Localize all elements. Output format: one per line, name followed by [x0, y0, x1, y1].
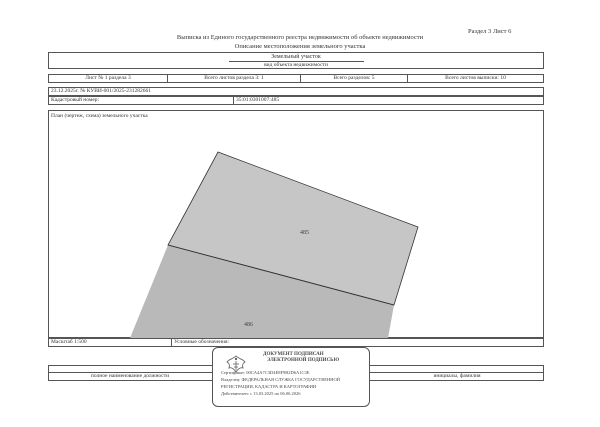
document-title: Выписка из Единого государственного реестра недвижимости об объекте недвижимости: [176, 34, 424, 41]
object-type: Земельный участок: [271, 54, 321, 60]
total-sheets: Всего листов выписки: 10: [407, 74, 544, 83]
position-caption: полное наименование должности: [90, 373, 170, 379]
stamp-title-1: ДОКУМЕНТ ПОДПИСАН: [263, 352, 324, 357]
stamp-title-2: ЭЛЕКТРОННОЙ ПОДПИСЬЮ: [267, 358, 340, 363]
document-number-line: 23.12.2025г. № КУВИ-001/2025-231282661: [48, 87, 544, 96]
object-type-caption: вид объекта недвижимости: [264, 62, 328, 68]
object-type-box: [48, 52, 544, 69]
legend-label: Условные обозначения:: [171, 338, 544, 347]
parcel-486-label: 486: [244, 322, 253, 328]
sheet-number: Лист № 1 раздела 3: [48, 74, 168, 83]
total-sections: Всего разделов: 5: [300, 74, 408, 83]
stamp-validity: Действителен: с 13.03.2025 по 06.06.2026: [221, 391, 301, 396]
section-sheet-label: Раздел 3 Лист 6: [468, 28, 512, 35]
electronic-signature-stamp: [212, 347, 370, 407]
parcel-485-label: 485: [300, 230, 309, 236]
cadastral-number: 35:01:0301007:485: [233, 96, 544, 105]
plan-label: План (чертеж, схема) земельного участка: [51, 113, 148, 119]
emblem-icon: [223, 353, 249, 379]
name-caption: инициалы, фамилия: [433, 373, 481, 379]
stamp-certificate: Сертификат: 00CA4A7C3D4E8F9B2D6A1C3E: [221, 370, 310, 375]
cadastral-label: Кадастровый номер:: [48, 96, 234, 105]
document-subtitle: Описание местоположения земельного участка: [234, 43, 366, 50]
scale-label: Масштаб 1:500: [48, 338, 172, 347]
plan-drawing: [48, 110, 544, 338]
total-sheets-section: Всего листов раздела 3: 1: [167, 74, 301, 83]
stamp-owner-2: РЕГИСТРАЦИИ, КАДАСТРА И КАРТОГРАФИИ: [221, 384, 317, 389]
stamp-owner: Владелец: ФЕДЕРАЛЬНАЯ СЛУЖБА ГОСУДАРСТВЕННОЙ: [221, 377, 341, 382]
